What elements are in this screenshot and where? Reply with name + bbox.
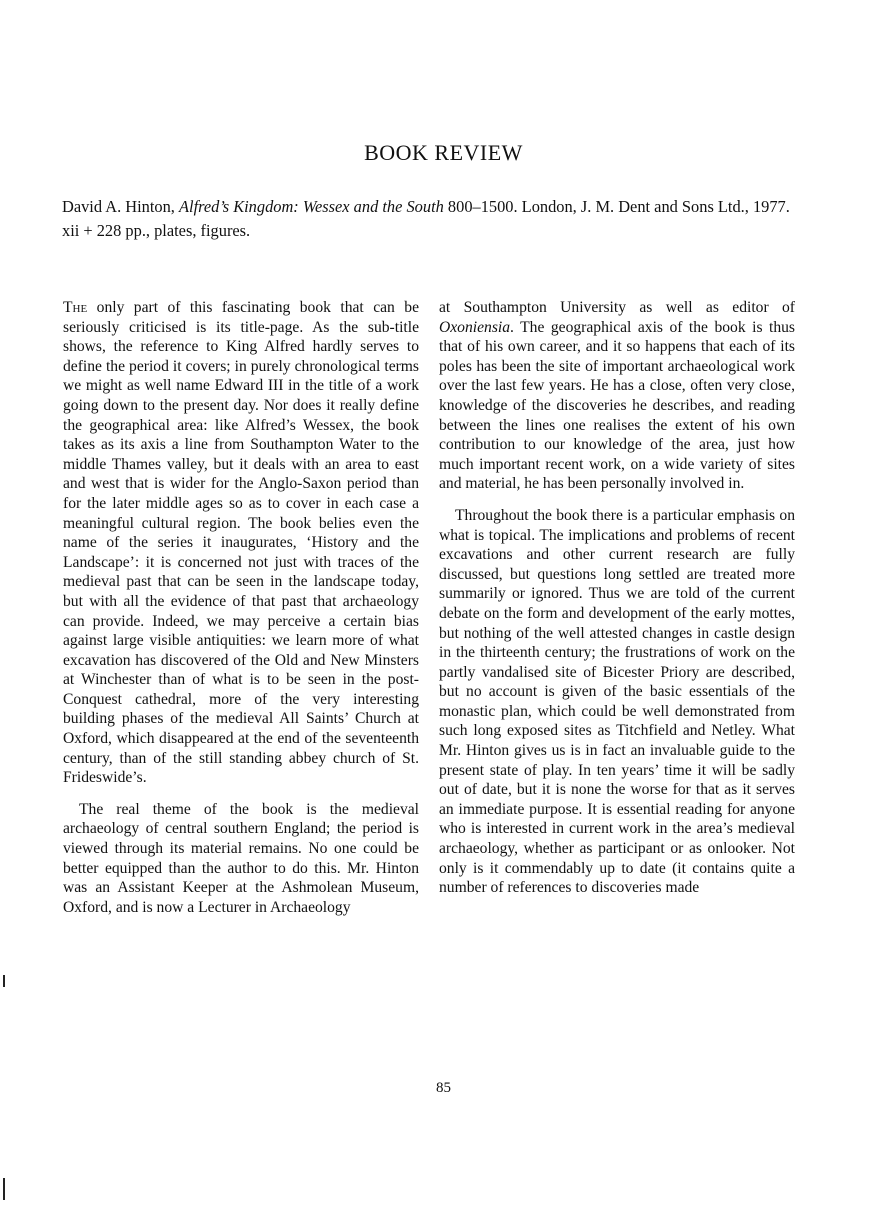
scan-margin-mark (3, 1178, 5, 1200)
paragraph-2-continued (439, 298, 795, 494)
paragraph-1 (63, 298, 419, 788)
paragraph-2-cont-text: at Southampton University as well as editor of (439, 299, 795, 316)
page-number: 85 (436, 1080, 451, 1096)
journal-title: Oxoniensia (439, 318, 511, 336)
citation-details: 800–1500. London, J. M. Dent and Sons Ltd., 1977. xii + 228 pp., plates, figures. (62, 197, 790, 240)
scan-margin-mark (3, 975, 5, 987)
paragraph-2-cont-rest: . The geographical axis of the book is thus that of his own career, and it so happens that each of its poles has been the site of important archaeological work over the last few years. He has a close, often very close, knowledge of the discoveries he describes, and reading between the lines one realises the extent of his own contribution to our knowledge of the area, just how much important recent work, on a wide variety of sites and material, he has been personally involved in. (439, 318, 795, 493)
citation-book-title: Alfred’s Kingdom: Wessex and the South (179, 197, 444, 216)
citation-author: David A. Hinton, (62, 197, 180, 216)
page-title: BOOK REVIEW (364, 140, 523, 165)
paragraph-2-start: The real theme of the book is the medieval archaeology of central southern England; the period is viewed through its material remains. No one could be better equipped than the author to do this. Mr. Hinton was an Assistant Keeper at the Ashmolean Museum, Oxford, and is now a Lecturer in Archaeology (63, 800, 419, 916)
book-citation (62, 195, 802, 243)
paragraph-3: Throughout the book there is a particular emphasis on what is topical. The implications and problems of recent excavations and other current research are fully discussed, but questions long settled are treated more summarily or ignored. Thus we are told of the current debate on the form and development of the early mottes, but nothing of the well attested changes in castle design in the thirteenth century; the frustrations of work on the partly vandalised site of Bicester Priory are described, but no account is given of the basic essentials of the monastic plan, which could be well demonstrated from such long exposed sites as Titchfield and Netley. What Mr. Hinton gives us is in fact an invaluable guide to the present state of play. In ten years’ time it will be sadly out of date, but it is none the worse for that as it serves an immediate purpose. It is essential reading for anyone who is interested in current work in the area’s medieval archaeology, whether as participant or as onlooker. Not only is it commendably up to date (it contains quite a number of references to discoveries made (439, 506, 795, 897)
lead-word: The (63, 299, 88, 316)
text-column-left (63, 298, 419, 929)
text-column-right (439, 298, 795, 910)
paragraph-1-text: only part of this fascinating book that can be seriously criticised is its title-page. As the sub-title shows, the reference to King Alfred hardly serves to define the period it covers; in purely chronological terms we might as well name Edward III in the title of a work going down to the present day. Nor does it really define the geographical area: like Alfred’s Wessex, the book takes as its axis a line from Southampton Water to the middle Thames valley, but it deals with an area to east and west that is wider for the Anglo-Saxon period than for the later middle ages so as to cover in each case a meaningful cultural region. The book belies even the name of the series it inaugurates, ‘History and the Landscape’: it is concerned not just with traces of the medieval past that can be seen in the landscape today, but with all the evidence of that past that archaeology can provide. Indeed, we may perceive a certain bias against large visible antiquities: we learn more of what excavation has discovered of the Old and New Minsters at Winchester than of what is to be seen in the post-Conquest cathedral, more of the very interesting building phases of the medieval All Saints’ Church at Oxford, which disappeared at the end of the seventeenth century, than of the still standing abbey church of St. Frideswide’s. (63, 299, 419, 787)
